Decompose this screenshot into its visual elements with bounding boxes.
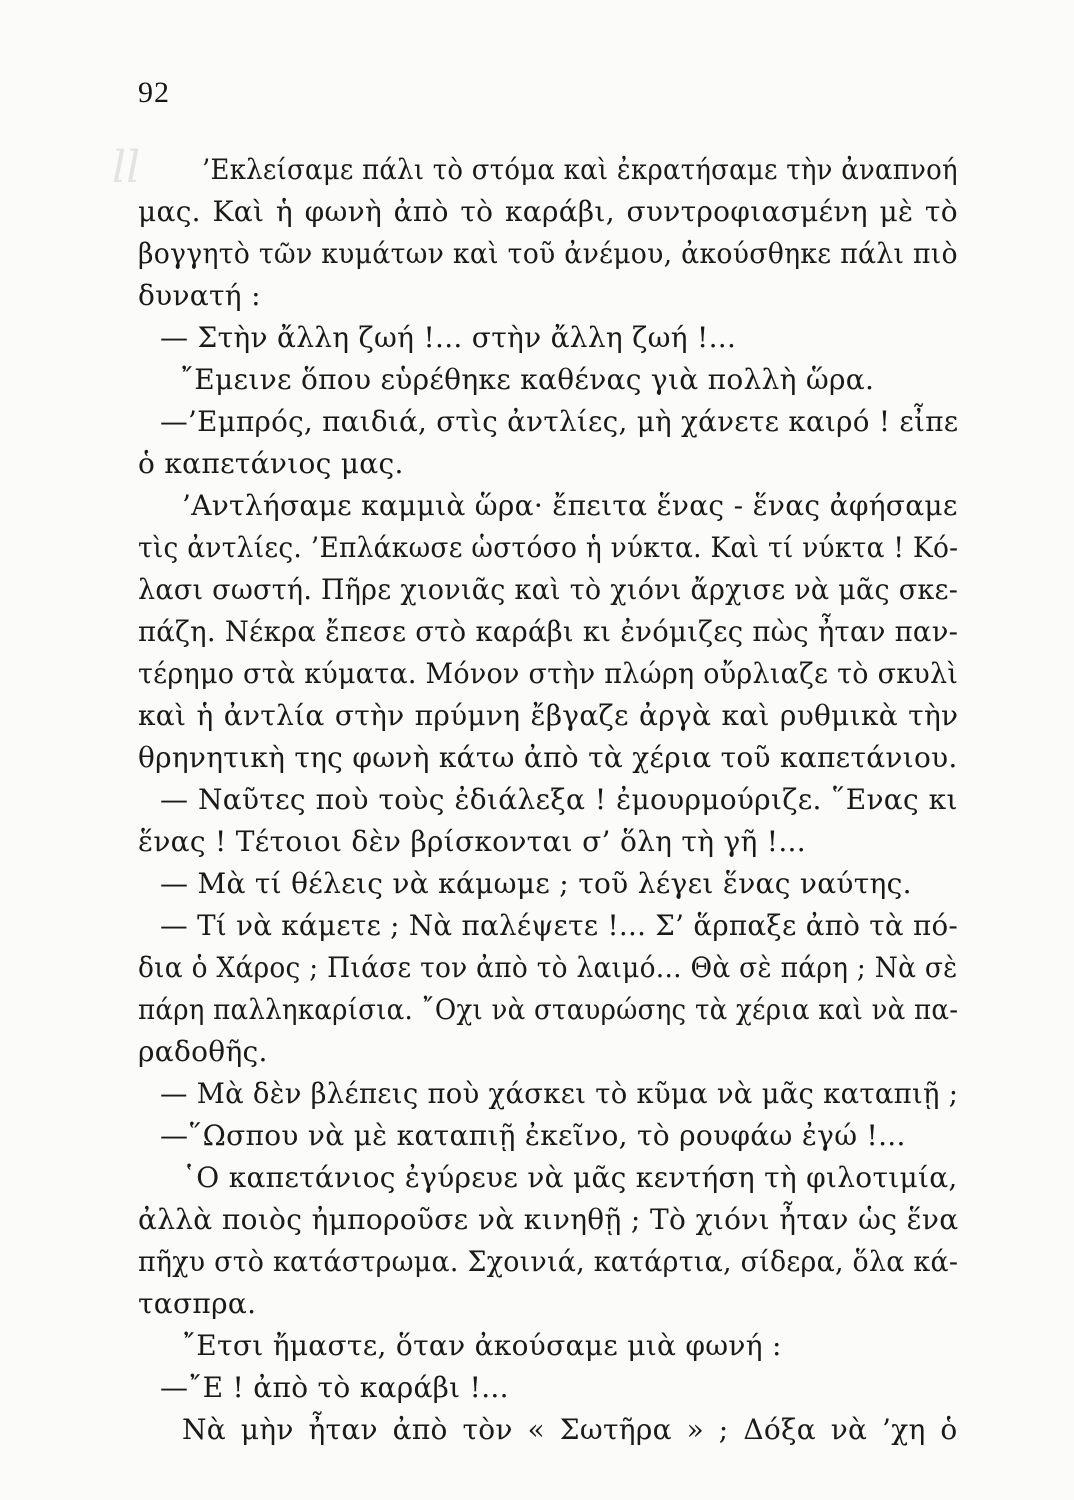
text-line: Νὰ μὴν ἦταν ἀπὸ τὸν « Σωτῆρα » ; Δόξα νὰ ’χη ὁ — [182, 1413, 958, 1446]
text-line: —῎Ε ! ἀπὸ τὸ καράβι !... — [160, 1371, 509, 1404]
text-line: ῎Εμεινε ὅπου εὑρέθηκε καθένας γιὰ πολλὴ ὥρα. — [180, 363, 875, 396]
text-line: πάρη παλληκαρίσια. ῎Οχι νὰ σταυρώσης τὰ χέρια καὶ νὰ πα- — [138, 993, 959, 1026]
text-line: δυνατή : — [138, 279, 261, 312]
text-line: τέρημο στὰ κύματα. Μόνον στὴν πλώρη οὔρλιαζε τὸ σκυλὶ — [138, 657, 959, 690]
text-line: — Στὴν ἄλλη ζωή !... στὴν ἄλλη ζωή !... — [160, 321, 737, 354]
text-line: τασπρα. — [138, 1287, 257, 1320]
text-line: καὶ ἡ ἀντλία στὴν πρύμνη ἔβγαζε ἀργὰ καὶ ρυθμικὰ τὴν — [138, 699, 959, 732]
text-line: ῾Ο καπετάνιος ἐγύρευε νὰ μᾶς κεντήση τὴ φιλοτιμία, — [182, 1161, 958, 1194]
text-line: — Τί νὰ κάμετε ; Νὰ παλέψετε !... Σ’ ἅρπαξε ἀπὸ τὰ πό- — [160, 909, 959, 942]
text-line: μας. Καὶ ἡ φωνὴ ἀπὸ τὸ καράβι, συντροφιασμένη μὲ τὸ — [138, 195, 958, 228]
text-line: — Μὰ δὲν βλέπεις ποὺ χάσκει τὸ κῦμα νὰ μᾶς καταπιῇ ; — [160, 1077, 959, 1110]
page-number: 92 — [138, 76, 170, 109]
text-line: πῆχυ στὸ κατάστρωμα. Σχοινιά, κατάρτια, σίδερα, ὅλα κά- — [138, 1245, 959, 1278]
text-line: —’Εμπρός, παιδιά, στὶς ἀντλίες, μὴ χάνετε καιρό ! εἶπε — [160, 405, 959, 438]
text-line: ’Εκλείσαμε πάλι τὸ στόμα καὶ ἐκρατήσαμε τὴν ἀναπνοή — [202, 153, 958, 186]
text-line: ἕνας ! Τέτοιοι δὲν βρίσκονται σ’ ὅλη τὴ γῆ !... — [138, 825, 806, 858]
text-line: βογγητὸ τῶν κυμάτων καὶ τοῦ ἀνέμου, ἀκούσθηκε πάλι πιὸ — [138, 237, 958, 270]
text-line: πάζη. Νέκρα ἔπεσε στὸ καράβι κι ἐνόμιζες πὼς ἦταν παν- — [138, 615, 959, 648]
pencil-mark: ll — [112, 142, 141, 193]
text-line: —῞Ωσπου νὰ μὲ καταπιῇ ἐκεῖνο, τὸ ρουφάω ἐγώ !... — [160, 1119, 906, 1152]
text-line: δια ὁ Χάρος ; Πιάσε τον ἀπὸ τὸ λαιμό... Θὰ σὲ πάρη ; Νὰ σὲ — [138, 951, 958, 984]
text-line: ῎Ετσι ἤμαστε, ὅταν ἀκούσαμε μιὰ φωνή : — [182, 1329, 782, 1362]
text-line: ’Αντλήσαμε καμμιὰ ὥρα· ἔπειτα ἕνας - ἕνας ἀφήσαμε — [182, 489, 958, 522]
text-line: θρηνητικὴ της φωνὴ κάτω ἀπὸ τὰ χέρια τοῦ καπετάνιου. — [138, 741, 958, 774]
text-line: λασι σωστή. Πῆρε χιονιᾶς καὶ τὸ χιόνι ἄρχισε νὰ μᾶς σκε- — [138, 573, 959, 606]
text-line: ραδοθῆς. — [138, 1035, 268, 1068]
text-line: — Μὰ τί θέλεις νὰ κάμωμε ; τοῦ λέγει ἕνας ναύτης. — [160, 867, 912, 900]
text-line: ἀλλὰ ποιὸς ἠμποροῦσε νὰ κινηθῇ ; Τὸ χιόνι ἦταν ὡς ἕνα — [138, 1203, 959, 1236]
text-line: ὁ καπετάνιος μας. — [138, 447, 404, 480]
text-line: τὶς ἀντλίες. ’Επλάκωσε ὡστόσο ἡ νύκτα. Καὶ τί νύκτα ! Κό- — [138, 531, 959, 564]
text-line: — Ναῦτες ποὺ τοὺς ἐδιάλεξα ! ἐμουρμούριζε. ῞Ενας κι — [160, 783, 958, 816]
